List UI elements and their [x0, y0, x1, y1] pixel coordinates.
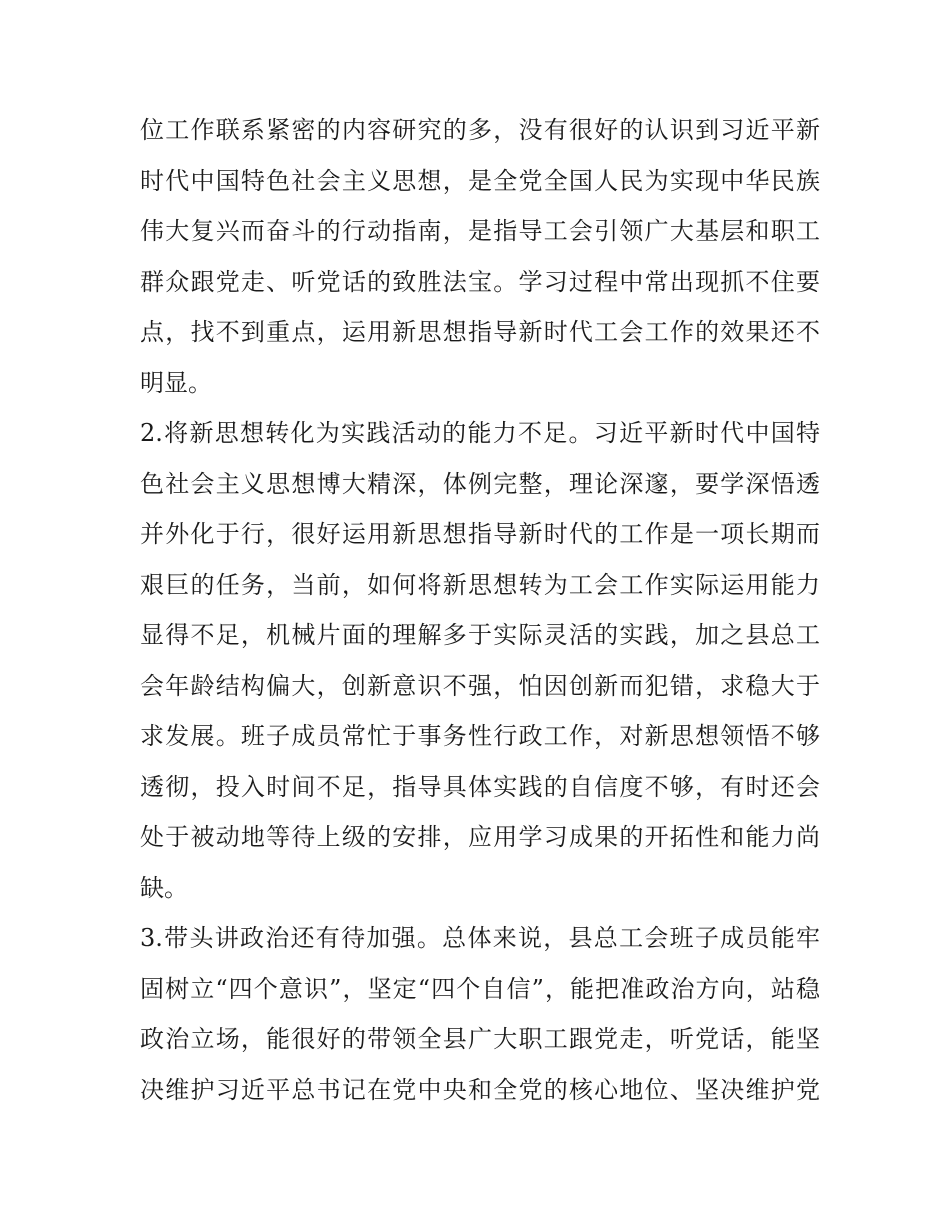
text-line: 政治立场，能很好的带领全县广大职工跟党走，听党话，能坚 — [140, 1025, 820, 1053]
text-line: 明显。 — [140, 368, 212, 397]
text-line: 艰巨的任务，当前，如何将新思想转为工会工作实际运用能力 — [140, 570, 820, 599]
text-line: 显得不足，机械片面的理解多于实际灵活的实践，加之县总工 — [140, 621, 820, 649]
text-line: 群众跟党走、听党话的致胜法宝。学习过程中常出现抓不住要 — [140, 267, 820, 296]
text-line: 点，找不到重点，运用新思想指导新时代工会工作的效果还不 — [140, 318, 820, 346]
text-line: 2.将新思想转化为实践活动的能力不足。习近平新时代中国特 — [140, 419, 820, 447]
text-line: 会年龄结构偏大，创新意识不强，怕因创新而犯错，求稳大于 — [140, 671, 820, 700]
document-body — [140, 105, 820, 1115]
text-line: 时代中国特色社会主义思想，是全党全国人民为实现中华民族 — [140, 166, 820, 195]
text-line: 透彻，投入时间不足，指导具体实践的自信度不够，有时还会 — [140, 772, 820, 801]
paragraph-3 — [140, 913, 820, 1115]
text-line: 3.带头讲政治还有待加强。总体来说，县总工会班子成员能牢 — [140, 924, 820, 952]
text-line: 并外化于行，很好运用新思想指导新时代的工作是一项长期而 — [140, 520, 820, 548]
text-line: 伟大复兴而奋斗的行动指南，是指导工会引领广大基层和职工 — [140, 217, 820, 245]
text-line: 处于被动地等待上级的安排，应用学习成果的开拓性和能力尚 — [140, 823, 820, 851]
text-line: 决维护习近平总书记在党中央和全党的核心地位、坚决维护党 — [140, 1075, 820, 1104]
text-line: 求发展。班子成员常忙于事务性行政工作，对新思想领悟不够 — [140, 722, 820, 750]
text-line: 固树立“四个意识”，坚定“四个自信”，能把准政治方向，站稳 — [140, 974, 820, 1003]
text-line: 色社会主义思想博大精深，体例完整，理论深邃，要学深悟透 — [140, 469, 820, 498]
text-line: 缺。 — [140, 873, 188, 902]
text-line: 位工作联系紧密的内容研究的多，没有很好的认识到习近平新 — [140, 116, 820, 144]
paragraph-1 — [140, 105, 820, 408]
paragraph-2 — [140, 408, 820, 913]
